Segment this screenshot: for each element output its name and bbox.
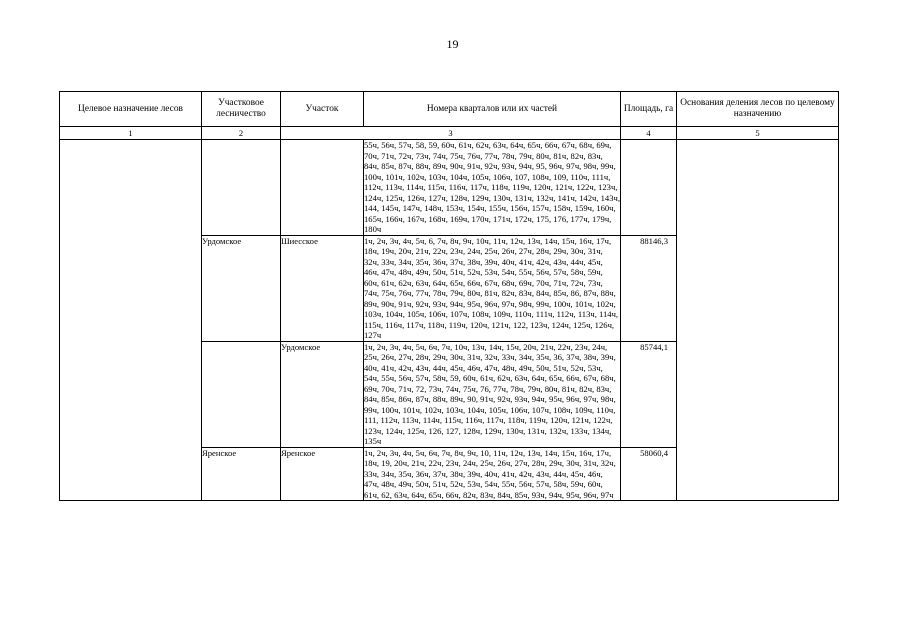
header-area: Площадь, га: [621, 92, 677, 127]
column-number-row: [60, 127, 839, 140]
header-basis: Основания деления лесов по целевому назначению: [677, 92, 839, 127]
header-plot: Участок: [281, 92, 364, 127]
forest-division-table: [59, 91, 839, 501]
purpose-cell: [60, 140, 202, 501]
page-number: 19: [446, 37, 459, 51]
table-header-row: [60, 92, 839, 127]
quarters-cell: 1ч, 2ч, 3ч, 4ч, 5ч, 6ч, 7ч, 10ч, 13ч, 14ч, 15ч, 20ч, 21ч, 22ч, 23ч, 24ч, 25ч, 26ч, 27ч, 28ч, 29ч, 30ч, 31ч, 32ч, 33ч, 34ч, 35ч, 36, 37ч, 38ч, 39ч, 40ч, 41ч, 42ч, 43ч, 44ч, 45ч, 46ч, 47ч, 48ч, 49ч, 50ч, 51ч, 52ч, 53ч, 54ч, 55ч, 56ч, 57ч, 58ч, 59, 60ч, 61ч, 62ч, 63ч, 64ч, 65ч, 66ч, 67ч, 68ч, 69ч, 70ч, 71ч, 72, 73ч, 74ч, 75ч, 76, 77ч, 78ч, 79ч, 80ч, 81ч, 82ч, 83ч, 84ч, 85ч, 86ч, 87ч, 88ч, 89ч, 90, 91ч, 92ч, 93ч, 94ч, 95ч, 96ч, 97ч, 98ч, 99ч, 100ч, 101ч, 102ч, 103ч, 104ч, 105ч, 106ч, 107ч, 108ч, 109ч, 110ч, 111, 112ч, 113ч, 114ч, 115ч, 116ч, 117ч, 118ч, 119ч, 120ч, 121ч, 122ч, 123ч, 124ч, 125ч, 126, 127, 128ч, 129ч, 130ч, 131ч, 132ч, 133ч, 134ч, 135ч: [364, 341, 621, 447]
area-cell: 85744,1: [621, 341, 677, 447]
quarters-cell: 55ч, 56ч, 57ч, 58, 59, 60ч, 61ч, 62ч, 63ч, 64ч, 65ч, 66ч, 67ч, 68ч, 69ч, 70ч, 71ч, 72ч, 73ч, 74ч, 75ч, 76ч, 77ч, 78ч, 79ч, 80ч, 81ч, 82ч, 83ч, 84ч, 85ч, 87ч, 88ч, 89ч, 90ч, 91ч, 92ч, 93ч, 94ч, 95, 96ч, 97ч, 98ч, 99ч, 100ч, 101ч, 102ч, 103ч, 104ч, 105ч, 106ч, 107, 108ч, 109, 110ч, 111ч, 112ч, 113ч, 114ч, 115ч, 116ч, 117ч, 118ч, 119ч, 120ч, 121ч, 122ч, 123ч, 124ч, 125ч, 126ч, 127ч, 128ч, 129ч, 130ч, 131ч, 132ч, 141ч, 142ч, 143ч, 144, 145ч, 147ч, 148ч, 153ч, 154ч, 155ч, 156ч, 157ч, 158ч, 159ч, 160ч, 165ч, 166ч, 167ч, 168ч, 169ч, 170ч, 171ч, 172ч, 175, 176, 177ч, 179ч, 180ч: [364, 140, 620, 234]
column-number: 3: [281, 127, 621, 140]
plot-cell: Яренское: [281, 447, 364, 501]
quarters-cell: 1ч, 2ч, 3ч, 4ч, 5ч, 6ч, 7ч, 8ч, 9ч, 10, 11ч, 12ч, 13ч, 14ч, 15ч, 16ч, 17ч, 18ч, 19, 20ч, 21ч, 22ч, 23ч, 24ч, 25ч, 26ч, 27ч, 28ч, 29ч, 30ч, 31ч, 32ч, 33ч, 34ч, 35ч, 36ч, 37ч, 38ч, 39ч, 40ч, 41ч, 42ч, 43ч, 44ч, 45ч, 46ч, 47ч, 48ч, 49ч, 50ч, 51ч, 52ч, 53ч, 54ч, 55ч, 56ч, 57ч, 58ч, 59ч, 60ч, 61ч, 62, 63ч, 64ч, 65ч, 66ч, 82ч, 83ч, 84ч, 85ч, 93ч, 94ч, 95ч, 96ч, 97ч: [364, 447, 621, 501]
plot-cell: Шиесское: [281, 235, 364, 341]
header-quarters: Номера кварталов или их частей: [364, 92, 621, 127]
plot-cell: [281, 140, 364, 236]
area-cell: [621, 140, 677, 236]
header-forestry: Участковое лесничество: [202, 92, 281, 127]
area-cell: 58060,4: [621, 447, 677, 501]
plot-cell: Урдомское: [281, 341, 364, 447]
forestry-cell: [202, 140, 281, 236]
column-number: 2: [202, 127, 281, 140]
header-purpose: Целевое назначение лесов: [60, 92, 202, 127]
forestry-cell: Урдомское: [202, 235, 281, 341]
basis-cell: [677, 140, 839, 501]
forestry-cell: Яренское: [202, 447, 281, 501]
column-number: 1: [60, 127, 202, 140]
area-cell: 88146,3: [621, 235, 677, 341]
quarters-cell: 1ч, 2ч, 3ч, 4ч, 5ч, 6, 7ч, 8ч, 9ч, 10ч, 11ч, 12ч, 13ч, 14ч, 15ч, 16ч, 17ч, 18ч, 19ч, 20ч, 21ч, 22ч, 23ч, 24ч, 25ч, 26ч, 27ч, 28ч, 29ч, 30ч, 31ч, 32ч, 33ч, 34ч, 35ч, 36ч, 37ч, 38ч, 39ч, 40ч, 41ч, 42ч, 43ч, 44ч, 45ч, 46ч, 47ч, 48ч, 49ч, 50ч, 51ч, 52ч, 53ч, 54ч, 55ч, 56ч, 57ч, 58ч, 59ч, 60ч, 61ч, 62ч, 63ч, 64ч, 65ч, 66ч, 67ч, 68ч, 69ч, 70ч, 71ч, 72ч, 73ч, 74ч, 75ч, 76ч, 77ч, 78ч, 79ч, 80ч, 81ч, 82ч, 83ч, 84ч, 85ч, 86, 87ч, 88ч, 89ч, 90ч, 91ч, 92ч, 93ч, 94ч, 95ч, 96ч, 97ч, 98ч, 99ч, 100ч, 101ч, 102ч, 103ч, 104ч, 105ч, 106ч, 107ч, 108ч, 109ч, 110ч, 111ч, 112ч, 113ч, 114ч, 115ч, 116ч, 117ч, 118ч, 119ч, 120ч, 121ч, 122, 123ч, 124ч, 125ч, 126ч, 127ч: [364, 235, 621, 341]
table-row: [60, 140, 839, 236]
column-number: 4: [621, 127, 677, 140]
column-number: 5: [677, 127, 839, 140]
forestry-cell: [202, 341, 281, 447]
